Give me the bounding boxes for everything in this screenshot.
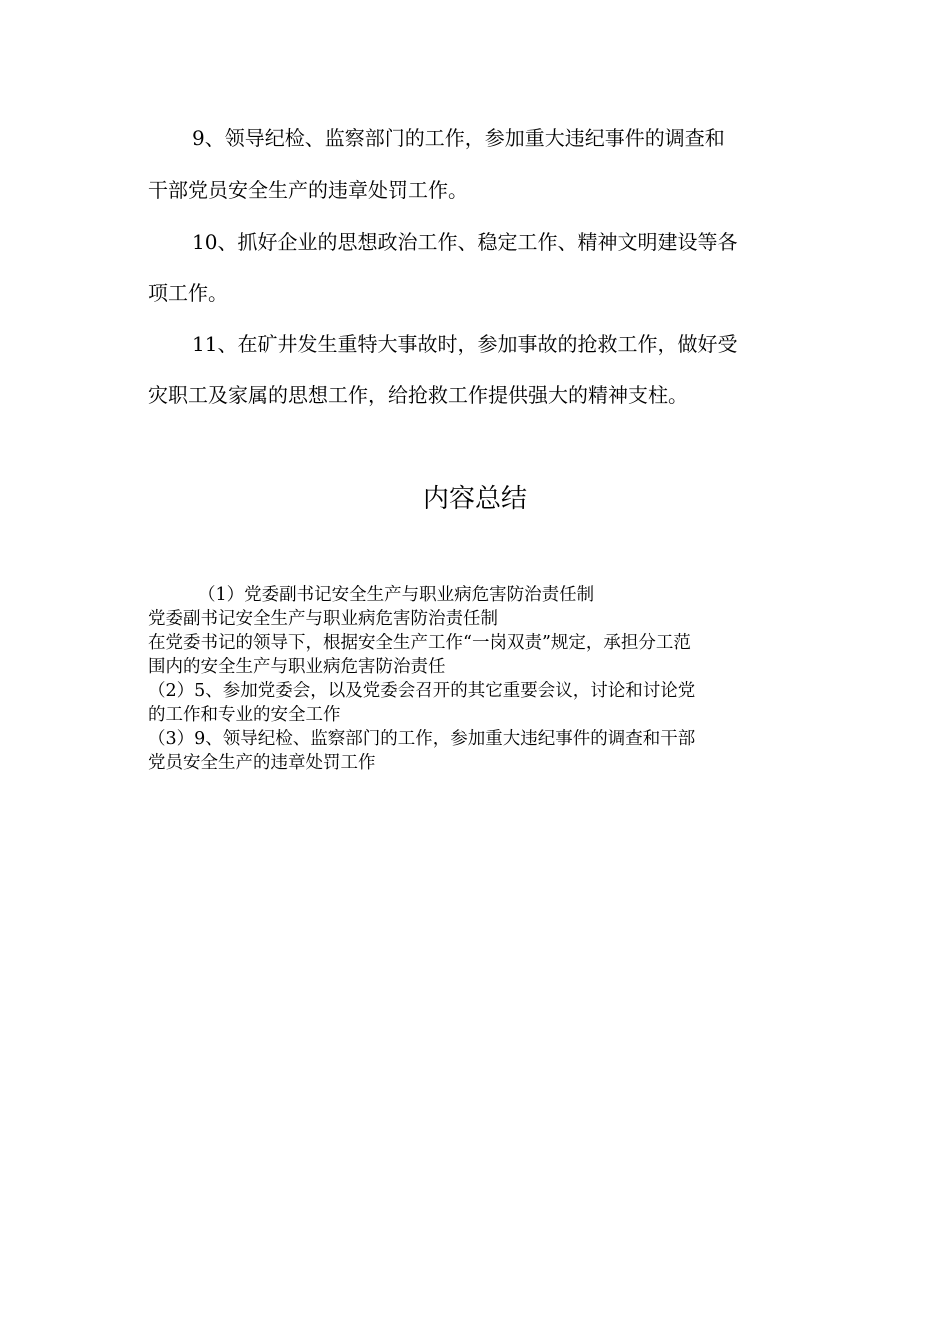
body-paragraph-10-line-2: 项工作。 xyxy=(148,281,228,305)
summary-line: 的工作和专业的安全工作 xyxy=(148,705,341,725)
summary-line: （2）5、参加党委会，以及党委会召开的其它重要会议，讨论和讨论党 xyxy=(148,681,696,701)
body-paragraph-9-line-1: 9、领导纪检、监察部门的工作，参加重大违纪事件的调查和 xyxy=(192,126,725,150)
summary-line: 在党委书记的领导下，根据安全生产工作“一岗双责”规定，承担分工范 xyxy=(148,633,691,653)
summary-line: （1）党委副书记安全生产与职业病危害防治责任制 xyxy=(198,585,595,605)
summary-line: 党员安全生产的违章处罚工作 xyxy=(148,753,376,773)
body-paragraph-11-line-1: 11、在矿井发生重特大事故时，参加事故的抢救工作，做好受 xyxy=(192,332,738,356)
summary-line: 党委副书记安全生产与职业病危害防治责任制 xyxy=(148,609,498,629)
body-paragraph-9-line-2: 干部党员安全生产的违章处罚工作。 xyxy=(148,178,468,202)
summary-line: 围内的安全生产与职业病危害防治责任 xyxy=(148,657,446,677)
summary-title: 内容总结 xyxy=(422,484,527,514)
body-paragraph-11-line-2: 灾职工及家属的思想工作，给抢救工作提供强大的精神支柱。 xyxy=(148,383,688,407)
summary-line: （3）9、领导纪检、监察部门的工作，参加重大违纪事件的调查和干部 xyxy=(148,729,696,749)
body-paragraph-10-line-1: 10、抓好企业的思想政治工作、稳定工作、精神文明建设等各 xyxy=(192,230,738,254)
